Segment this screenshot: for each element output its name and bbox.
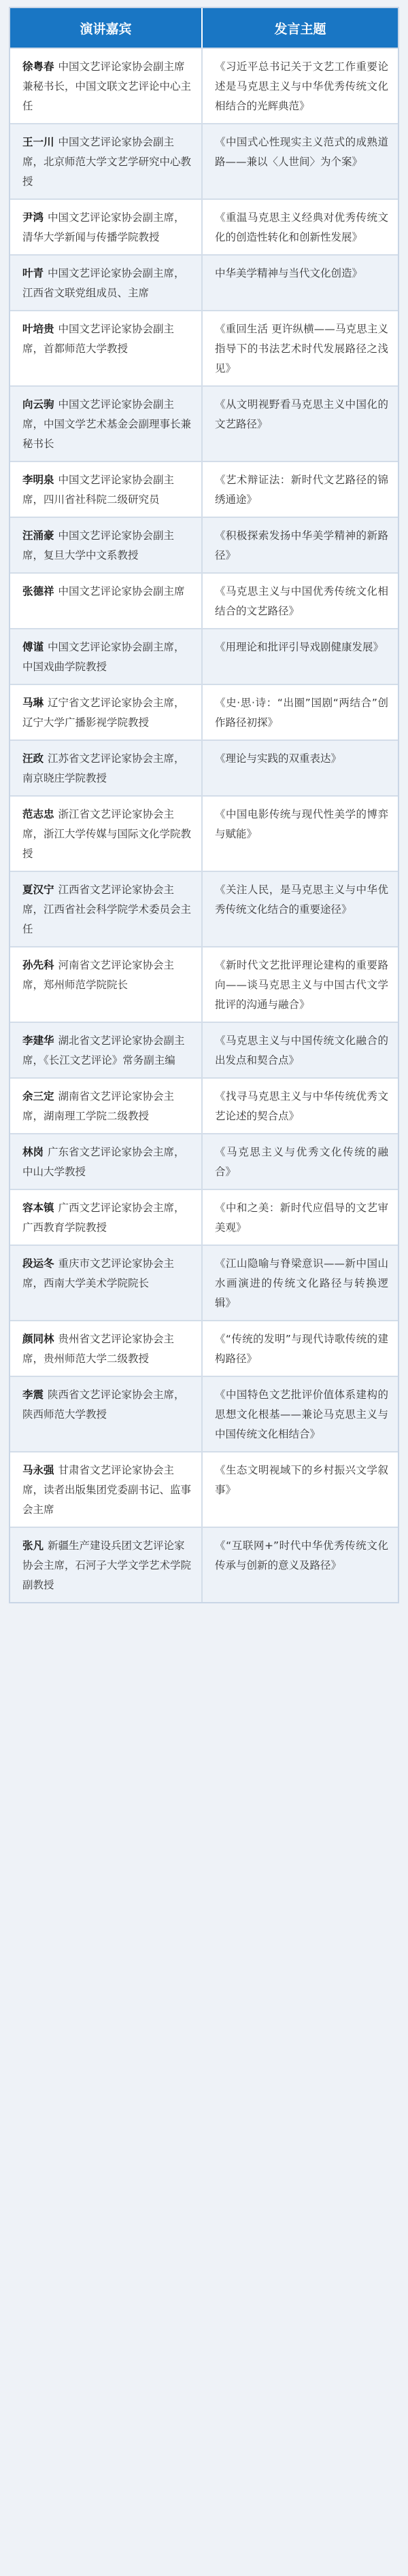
- speaker-cell: [10, 1134, 203, 1189]
- speaker-cell: [10, 1321, 203, 1376]
- speaker-cell: [10, 629, 203, 684]
- topic-cell: 《“互联网+”时代中华优秀传统文化传承与创新的意义及路径》: [215, 1539, 388, 1571]
- speaker-cell: [10, 311, 203, 385]
- speaker-title: 中国文艺评论家协会副主席，四川省社科院二级研究员: [22, 474, 175, 506]
- speaker-cell: [10, 1023, 203, 1077]
- speaker-cell: [10, 256, 203, 310]
- speaker-title: 陕西省文艺评论家协会主席，陕西师范大学教授: [22, 1389, 185, 1421]
- table-row: [10, 1022, 398, 1077]
- speaker-cell: [10, 1079, 203, 1133]
- topic-cell: 《中和之美：新时代应倡导的文艺审美观》: [215, 1202, 388, 1234]
- speaker-name: 马琳: [22, 697, 44, 709]
- topic-cell: 《用理论和批评引导戏剧健康发展》: [215, 641, 384, 653]
- speaker-name: 汪涌豪: [22, 529, 54, 542]
- speaker-name: 李明泉: [22, 474, 54, 486]
- speaker-title: 贵州省文艺评论家协会主席，贵州师范大学二级教授: [22, 1333, 175, 1365]
- speaker-title: 甘肃省文艺评论家协会主席，读者出版集团党委副书记、监事会主席: [22, 1464, 192, 1516]
- table-row: [10, 1376, 398, 1451]
- speakers-table: [9, 7, 399, 1603]
- topic-cell: 《找寻马克思主义与中华传统优秀文艺论述的契合点》: [215, 1090, 388, 1122]
- speaker-cell: [10, 574, 203, 628]
- table-row: [10, 385, 398, 461]
- speaker-name: 颜同林: [22, 1333, 54, 1345]
- table-row: [10, 1133, 398, 1189]
- topic-cell: 《新时代文艺批评理论建构的重要路向——谈马克思主义与中国古代文学批评的沟通与融合》: [215, 959, 388, 1011]
- table-row: [10, 1245, 398, 1320]
- table-row: [10, 48, 398, 123]
- speaker-name: 范志忠: [22, 808, 54, 820]
- table-row: [10, 1320, 398, 1376]
- topic-cell: 《马克思主义与优秀文化传统的融合》: [215, 1146, 388, 1178]
- topic-cell: 《史·思·诗：“出圈”国剧“两结合”创作路径初探》: [215, 697, 388, 729]
- table-row: [10, 1077, 398, 1133]
- speaker-title: 重庆市文艺评论家协会主席，西南大学美术学院院长: [22, 1257, 175, 1289]
- speaker-cell: [10, 1246, 203, 1320]
- topic-cell: 《马克思主义与中国优秀传统文化相结合的文艺路径》: [215, 585, 388, 617]
- speaker-name: 汪政: [22, 752, 44, 765]
- speaker-title: 中国文艺评论家协会副主席，中国戏曲学院教授: [22, 641, 185, 673]
- table-header: [10, 8, 398, 48]
- speaker-title: 江苏省文艺评论家协会主席，南京晓庄学院教授: [22, 752, 185, 784]
- topic-cell: 《习近平总书记关于文艺工作重要论述是马克思主义与中华优秀传统文化相结合的光辉典范》: [215, 60, 388, 112]
- speaker-title: 中国文艺评论家协会副主席，复旦大学中文系教授: [22, 529, 175, 561]
- table-row: [10, 739, 398, 795]
- speaker-cell: [10, 200, 203, 254]
- topic-column-header: 发言主题: [274, 21, 326, 37]
- speaker-name: 容本镇: [22, 1202, 54, 1214]
- speaker-cell: [10, 797, 203, 871]
- table-row: [10, 310, 398, 385]
- topic-cell: 《“传统的发明”与现代诗歌传统的建构路径》: [215, 1333, 388, 1365]
- speaker-name: 叶青: [22, 267, 44, 279]
- speaker-name: 林岗: [22, 1146, 44, 1158]
- speaker-cell: [10, 1190, 203, 1245]
- speaker-title: 湖北省文艺评论家协会副主席，《长江文艺评论》常务副主编: [22, 1034, 185, 1066]
- topic-cell: 《积极探索发扬中华美学精神的新路径》: [215, 529, 388, 561]
- speaker-cell: [10, 462, 203, 517]
- speaker-cell: [10, 518, 203, 572]
- topic-cell: 《中国电影传统与现代性美学的博弈与赋能》: [215, 808, 388, 840]
- table-row: [10, 1527, 398, 1602]
- topic-cell: 《江山隐喻与脊梁意识——新中国山水画演进的传统文化路径与转换逻辑》: [215, 1257, 388, 1309]
- speaker-name: 李建华: [22, 1034, 54, 1047]
- speaker-cell: [10, 741, 203, 795]
- table-row: [10, 871, 398, 946]
- table-row: [10, 628, 398, 684]
- topic-cell: 《重回生活 更许纵横——马克思主义指导下的书法艺术时代发展路径之浅见》: [215, 323, 388, 375]
- speaker-name: 孙先科: [22, 959, 54, 971]
- speaker-cell: [10, 1528, 203, 1602]
- speaker-cell: [10, 685, 203, 739]
- topic-cell: 《重温马克思主义经典对优秀传统文化的创造性转化和创新性发展》: [215, 211, 388, 243]
- table-row: [10, 517, 398, 572]
- speaker-title: 中国文艺评论家协会副主席，清华大学新闻与传播学院教授: [22, 211, 185, 243]
- speaker-title: 广西文艺评论家协会主席，广西教育学院教授: [22, 1202, 185, 1234]
- speaker-cell: [10, 387, 203, 461]
- speaker-cell: [10, 1377, 203, 1451]
- speaker-title: 浙江省文艺评论家协会主席，浙江大学传媒与国际文化学院教授: [22, 808, 192, 860]
- speaker-title: 中国文艺评论家协会副主席: [58, 585, 185, 597]
- speaker-name: 叶培贵: [22, 323, 54, 335]
- table-row: [10, 572, 398, 628]
- table-row: [10, 1189, 398, 1245]
- speaker-name: 向云驹: [22, 398, 54, 411]
- table-row: [10, 123, 398, 198]
- speaker-name: 傅谨: [22, 641, 44, 653]
- speaker-title: 中国文艺评论家协会副主席，北京师范大学文艺学研究中心教授: [22, 136, 192, 188]
- speaker-name: 王一川: [22, 136, 54, 148]
- topic-cell: 中华美学精神与当代文化创造》: [215, 267, 363, 279]
- topic-cell: 《从文明视野看马克思主义中国化的文艺路径》: [215, 398, 388, 430]
- speaker-title: 中国文艺评论家协会副主席，江西省文联党组成员、主席: [22, 267, 185, 299]
- speaker-cell: [10, 1452, 203, 1527]
- speaker-name: 尹鸿: [22, 211, 44, 224]
- table-row: [10, 1451, 398, 1527]
- speaker-title: 新疆生产建设兵团文艺评论家协会主席，石河子大学文学艺术学院副教授: [22, 1539, 192, 1591]
- speaker-name: 张凡: [22, 1539, 44, 1552]
- speaker-name: 马永强: [22, 1464, 54, 1476]
- topic-cell: 《理论与实践的双重表达》: [215, 752, 342, 765]
- speaker-name: 李震: [22, 1389, 44, 1401]
- speaker-name: 张德祥: [22, 585, 54, 597]
- speaker-title: 中国文艺评论家协会副主席，首都师范大学教授: [22, 323, 175, 355]
- speaker-title: 江西省文艺评论家协会主席，江西省社会科学院学术委员会主任: [22, 884, 192, 935]
- table-row: [10, 795, 398, 871]
- speaker-title: 辽宁省文艺评论家协会主席，辽宁大学广播影视学院教授: [22, 697, 185, 729]
- speaker-title: 河南省文艺评论家协会主席，郑州师范学院院长: [22, 959, 175, 991]
- speaker-name: 段运冬: [22, 1257, 54, 1270]
- speaker-title: 湖南省文艺评论家协会主席，湖南理工学院二级教授: [22, 1090, 175, 1122]
- speaker-title: 中国文艺评论家协会副主席兼秘书长，中国文联文艺评论中心主任: [22, 60, 192, 112]
- topic-cell: 《生态文明视域下的乡村振兴文学叙事》: [215, 1464, 388, 1496]
- topic-cell: 《中国式心性现实主义范式的成熟道路——兼以〈人世间〉为个案》: [215, 136, 388, 168]
- table-body: [10, 48, 398, 1602]
- speaker-title: 广东省文艺评论家协会主席，中山大学教授: [22, 1146, 185, 1178]
- speaker-name: 夏汉宁: [22, 884, 54, 896]
- topic-cell: 《艺术辩证法：新时代文艺路径的锦绣通途》: [215, 474, 388, 506]
- speaker-cell: [10, 872, 203, 946]
- speaker-title: 中国文艺评论家协会副主席，中国文学艺术基金会副理事长兼秘书长: [22, 398, 192, 450]
- topic-cell: 《中国特色文艺批评价值体系建构的思想文化根基——兼论马克思主义与中国传统文化相结合》: [215, 1389, 388, 1440]
- speaker-name: 余三定: [22, 1090, 54, 1102]
- speaker-cell: [10, 947, 203, 1022]
- topic-cell: 《马克思主义与中国传统文化融合的出发点和契合点》: [215, 1034, 388, 1066]
- table-row: [10, 946, 398, 1022]
- speaker-column-header: 演讲嘉宾: [10, 8, 203, 48]
- speaker-cell: [10, 124, 203, 198]
- speaker-name: 徐粤春: [22, 60, 54, 73]
- topic-cell: 《关注人民，是马克思主义与中华优秀传统文化结合的重要途径》: [215, 884, 388, 916]
- table-row: [10, 198, 398, 254]
- table-row: [10, 461, 398, 517]
- table-row: [10, 254, 398, 310]
- speaker-cell: [10, 49, 203, 123]
- table-row: [10, 684, 398, 739]
